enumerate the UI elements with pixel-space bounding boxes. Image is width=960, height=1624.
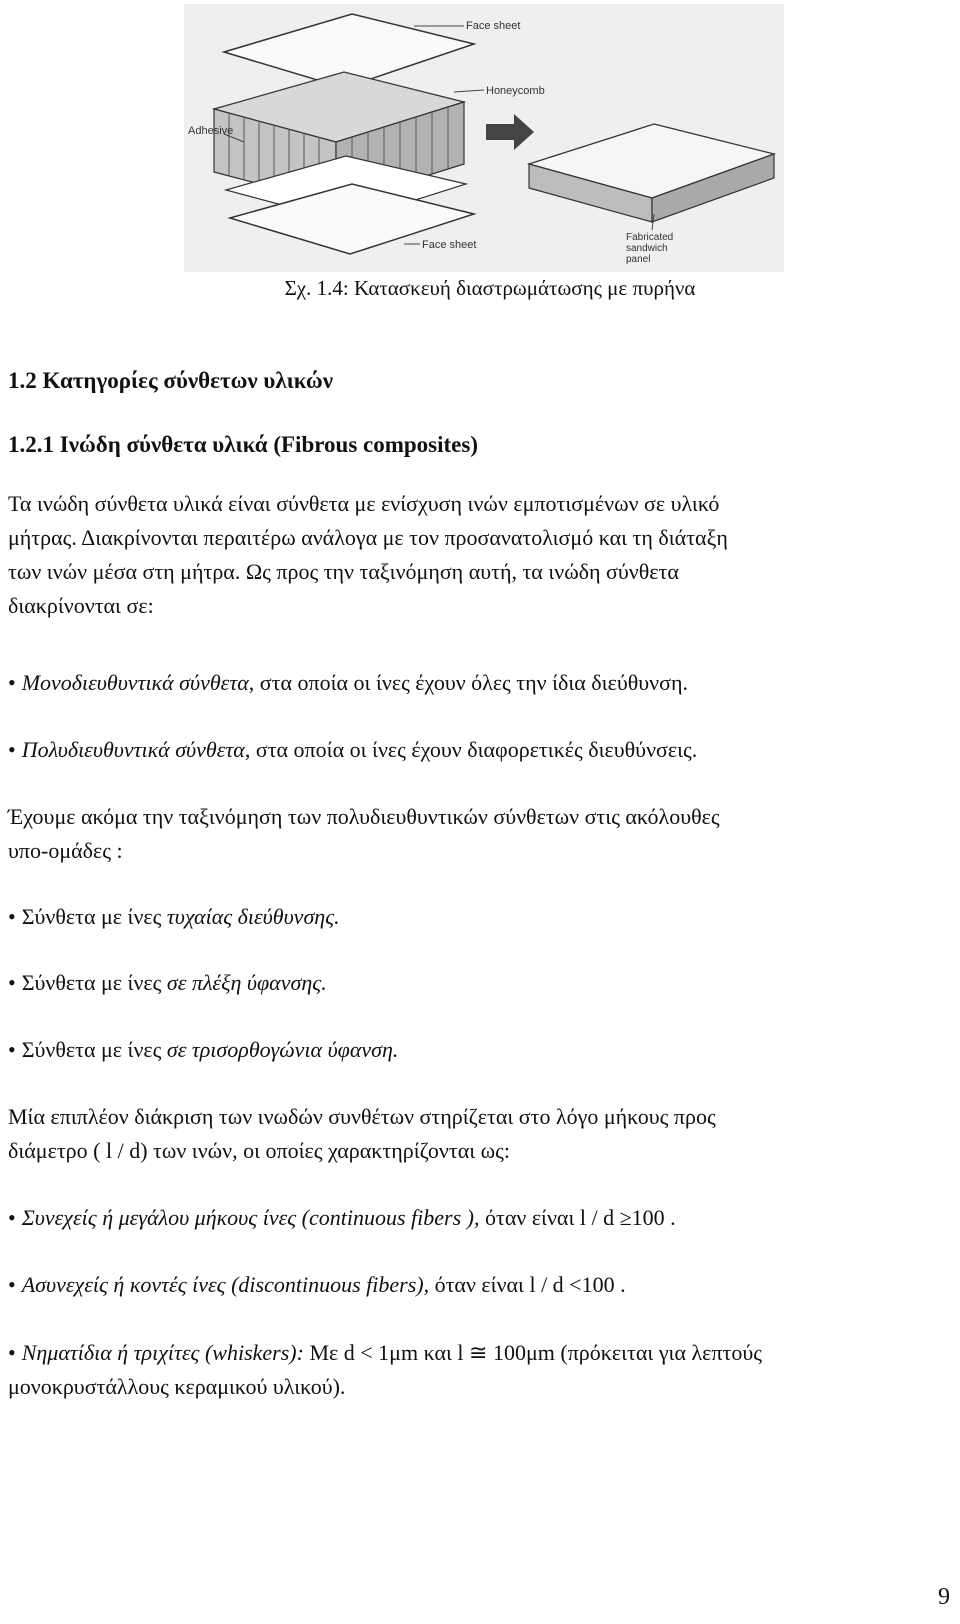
intro-paragraph bbox=[8, 487, 913, 623]
label-fabricated-panel: Fabricated sandwich panel bbox=[626, 232, 674, 265]
whiskers-line-2: μονοκρυστάλλους κεραμικού υλικού). bbox=[8, 1374, 346, 1399]
subsection-heading: 1.2.1 Ινώδη σύνθετα υλικά (Fibrous composites) bbox=[8, 432, 478, 457]
list-item-random: • Σύνθετα με ίνες τυχαίας διεύθυνσης. bbox=[8, 904, 340, 929]
figure-caption: Σχ. 1.4: Κατασκευή διαστρωμάτωσης με πυρήνα bbox=[284, 276, 696, 300]
bullet-icon: • bbox=[8, 737, 16, 762]
aspect-line-2: διάμετρο ( l / d) των ινών, οι οποίες χαρακτηρίζονται ως: bbox=[8, 1138, 510, 1163]
list-item-whiskers: • Νηματίδια ή τριχίτες (whiskers): Με d < 1μm και l ≅ 100μm (πρόκειται για λεπτούς μονοκρυστάλλους κεραμικού υλικού). bbox=[8, 1336, 928, 1404]
intro-line-3: των ινών μέσα στη μήτρα. Ως προς την ταξινόμηση αυτή, τα ινώδη σύνθετα bbox=[8, 559, 679, 584]
arrow-icon bbox=[486, 114, 534, 150]
sandwich-panel-diagram bbox=[184, 4, 784, 272]
intro-line-1: Τα ινώδη σύνθετα υλικά είναι σύνθετα με ενίσχυση ινών εμποτισμένων σε υλικό bbox=[8, 491, 720, 516]
list-item-woven: • Σύνθετα με ίνες σε πλέξη ύφανσης. bbox=[8, 970, 327, 995]
label-adhesive: Adhesive bbox=[188, 125, 234, 137]
label-face-sheet-bottom: Face sheet bbox=[422, 239, 477, 251]
label-honeycomb: Honeycomb bbox=[486, 85, 545, 97]
page-number: 9 bbox=[938, 1584, 950, 1610]
intro-line-2: μήτρας. Διακρίνονται περαιτέρω ανάλογα με τον προσανατολισμό και τη διάταξη bbox=[8, 525, 728, 550]
intro-line-4: διακρίνονται σε: bbox=[8, 593, 154, 618]
bullet-icon: • bbox=[8, 670, 16, 695]
list-item-continuous: • Συνεχείς ή μεγάλου μήκους ίνες (continuous fibers ), όταν είναι l / d ≥100 . bbox=[8, 1205, 676, 1230]
bullet-icon: • bbox=[8, 1205, 16, 1230]
sandwich-panel-figure bbox=[184, 4, 784, 272]
list-item-unidirectional: • Μονοδιευθυντικά σύνθετα, στα οποία οι ίνες έχουν όλες την ίδια διεύθυνση. bbox=[8, 670, 688, 695]
list-item-discontinuous: • Ασυνεχείς ή κοντές ίνες (discontinuous fibers), όταν είναι l / d <100 . bbox=[8, 1272, 626, 1297]
label-face-sheet-top: Face sheet bbox=[466, 20, 521, 32]
subgroups-line-2: υπο-ομάδες : bbox=[8, 838, 123, 863]
bullet-icon: • bbox=[8, 1340, 16, 1365]
bullet-icon: • bbox=[8, 904, 16, 929]
subgroups-paragraph bbox=[8, 800, 913, 868]
subgroups-line-1: Έχουμε ακόμα την ταξινόμηση των πολυδιευθυντικών σύνθετων στις ακόλουθες bbox=[8, 804, 720, 829]
section-heading: 1.2 Κατηγορίες σύνθετων υλικών bbox=[8, 368, 333, 393]
bullet-icon: • bbox=[8, 1037, 16, 1062]
aspect-ratio-paragraph bbox=[8, 1100, 913, 1168]
bullet-icon: • bbox=[8, 1272, 16, 1297]
list-item-3d-woven: • Σύνθετα με ίνες σε τρισορθογώνια ύφανση. bbox=[8, 1037, 399, 1062]
aspect-line-1: Μία επιπλέον διάκριση των ινωδών συνθέτων στηρίζεται στο λόγο μήκους προς bbox=[8, 1104, 716, 1129]
bullet-icon: • bbox=[8, 970, 16, 995]
list-item-multidirectional: • Πολυδιευθυντικά σύνθετα, στα οποία οι ίνες έχουν διαφορετικές διευθύνσεις. bbox=[8, 737, 698, 762]
